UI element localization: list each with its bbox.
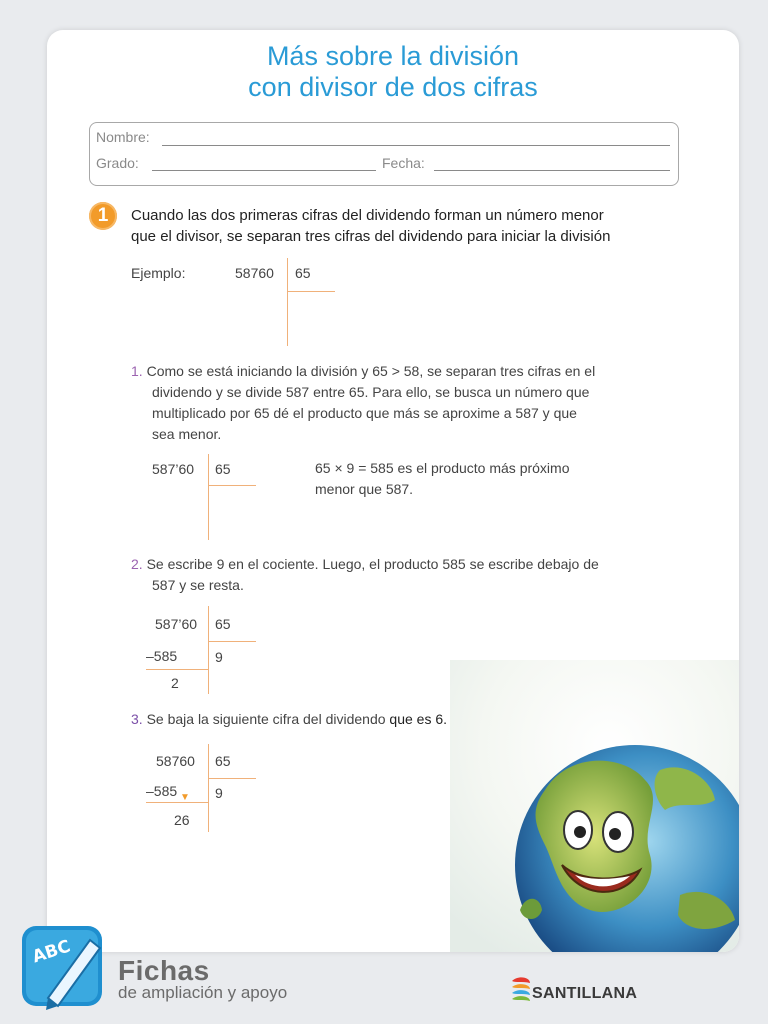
example-label: Ejemplo:: [131, 265, 186, 281]
brand-subtitle: de ampliación y apoyo: [118, 983, 288, 1002]
globe-illustration: [450, 660, 739, 952]
step-2-division-bar: [208, 606, 209, 694]
step-1-divisor: 65: [215, 461, 231, 477]
step-3-division-bar: [208, 744, 209, 832]
abc-logo: [18, 920, 110, 1017]
grade-field[interactable]: [152, 170, 376, 171]
step-3-remainder: 26: [174, 812, 190, 828]
abc-pencil-icon: [18, 920, 110, 1012]
step-3-quotient-line: [208, 778, 256, 779]
step-2-subtract-line: [146, 669, 208, 670]
santillana-swirl-icon: [510, 975, 532, 1005]
student-info-box: [89, 122, 679, 186]
name-field[interactable]: [162, 145, 670, 146]
title-line-1: Más sobre la división: [266, 41, 520, 71]
step-2-remainder: 2: [171, 675, 179, 691]
example-divisor: 65: [295, 265, 311, 281]
example-quotient-line: [287, 291, 335, 292]
step-1-division-bar: [208, 454, 209, 540]
globe-character-icon: [450, 660, 739, 952]
step-3-number: 3.: [131, 711, 143, 727]
step-3-text: 3. Se baja la siguiente cifra del dividendo que es 6.: [131, 711, 448, 727]
example-dividend: 58760: [235, 265, 274, 281]
bring-down-arrow-icon: ▼: [180, 792, 190, 803]
title-line-2: con divisor de dos cifras: [248, 72, 538, 102]
exercise-number-badge: 1: [89, 202, 117, 230]
abc-logo-text: ABC: [30, 936, 73, 968]
example-division-bar: [287, 258, 288, 346]
page-title: [47, 41, 739, 103]
step-3-subtract: –585: [146, 783, 178, 799]
publisher-name: SANTILLANA: [532, 985, 638, 1002]
step-1-quotient-line: [208, 485, 256, 486]
santillana-logo: [510, 975, 532, 1010]
step-3-divisor: 65: [215, 753, 231, 769]
step-2-quotient-line: [208, 641, 256, 642]
step-1-dividend: 587’60: [152, 461, 195, 477]
intro-line-1: Cuando las dos primeras cifras del dividendo forman un número menor: [131, 207, 604, 224]
intro-line-2: que el divisor, se separan tres cifras del dividendo para iniciar la división: [131, 228, 611, 245]
date-field[interactable]: [434, 170, 670, 171]
name-label: Nombre:: [96, 129, 150, 145]
step-2-dividend: 587’60: [155, 616, 198, 632]
exercise-intro: [131, 205, 691, 247]
step-3-quotient: 9: [215, 785, 223, 801]
step-3-subtract-line: [146, 802, 208, 803]
step-2-quotient: 9: [215, 649, 223, 665]
step-1-note: 65 × 9 = 585 es el producto más próximo menor que 587.: [315, 460, 570, 497]
step-1-text: 1. Como se está iniciando la división y 65 > 58, se separan tres cifras en el dividendo y se divide 587 entre 65. Para ello, se busca un número que multiplicado por 65 dé el producto que más se aproxime a 587 y que sea menor.: [131, 363, 596, 442]
brand-title: Fichas: [118, 955, 210, 986]
grade-label: Grado:: [96, 155, 139, 171]
worksheet-card: [47, 30, 739, 952]
step-2-number: 2.: [131, 556, 143, 572]
step-2-subtract: –585: [146, 648, 178, 664]
step-2-divisor: 65: [215, 616, 231, 632]
step-3-dividend: 58760: [156, 753, 195, 769]
step-1-number: 1.: [131, 363, 143, 379]
step-2-text: 2. Se escribe 9 en el cociente. Luego, el producto 585 se escribe debajo de 587 y se resta.: [131, 556, 599, 593]
date-label: Fecha:: [382, 155, 425, 171]
